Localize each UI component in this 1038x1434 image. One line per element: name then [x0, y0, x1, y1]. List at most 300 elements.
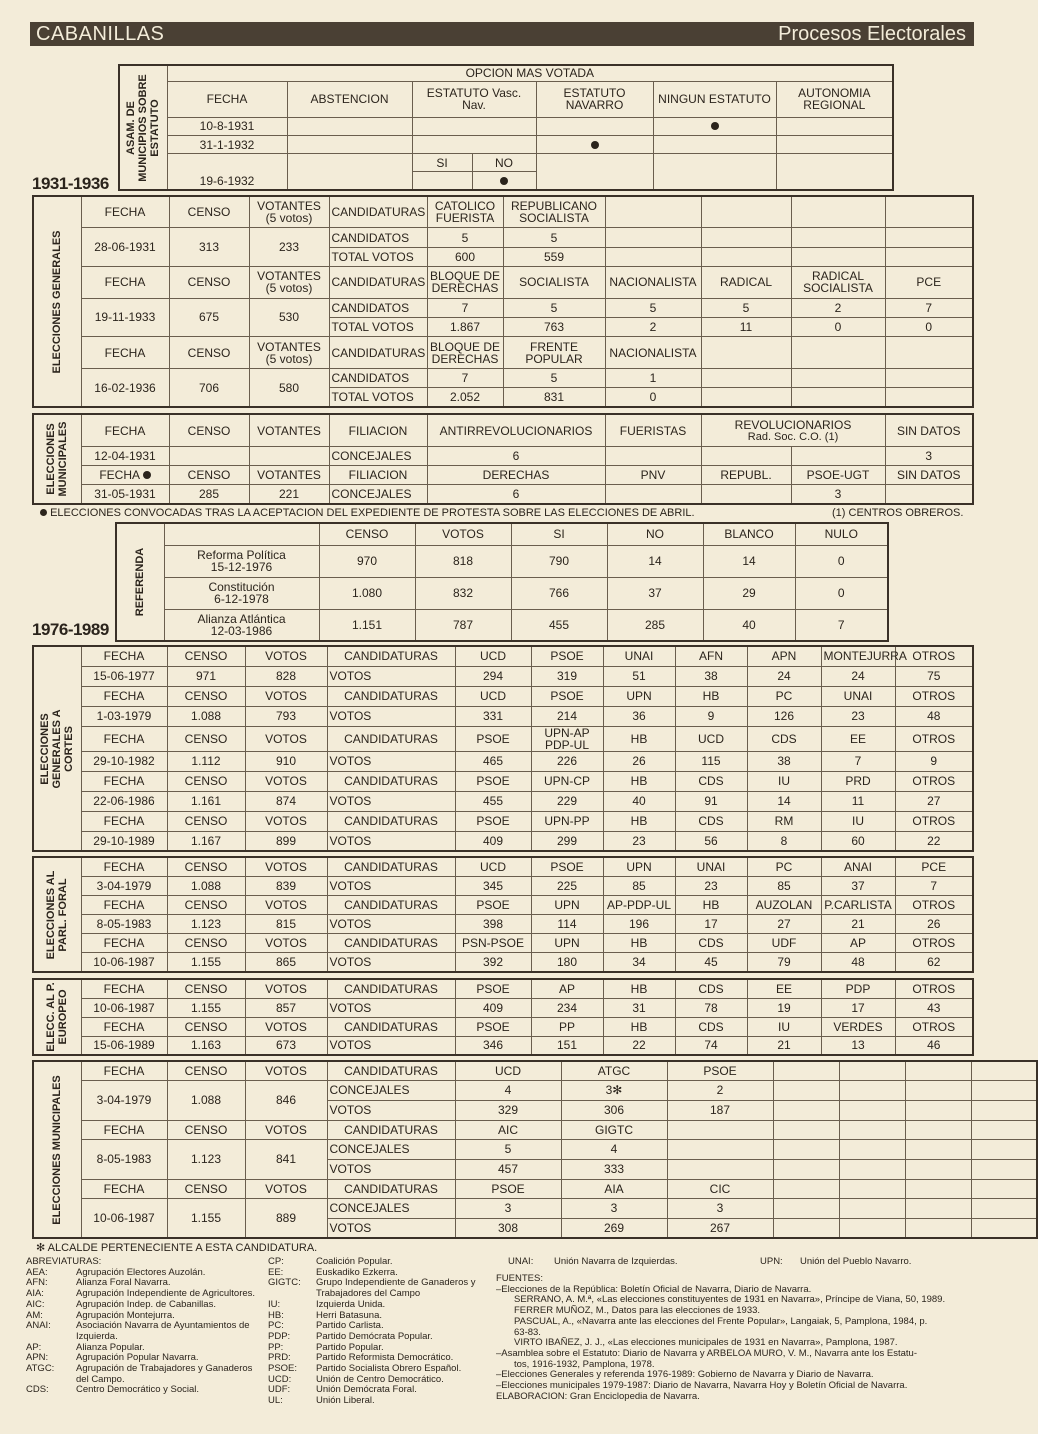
h-si: SI: [511, 523, 607, 545]
cortes-table: [32, 645, 974, 852]
abbr-value: Agrupación de Trabajadores y Ganaderos del Campo.: [76, 1363, 253, 1385]
value-cell: 319: [531, 666, 603, 686]
value-cell: 11: [701, 317, 791, 336]
value-cell: 180: [531, 953, 603, 972]
row-label: VOTOS: [327, 1159, 455, 1179]
value-cell: 5: [701, 298, 791, 317]
value-cell: 865: [245, 953, 327, 972]
abbr-value: Agrupación Popular Navarra.: [76, 1352, 199, 1364]
abbr-entry: [268, 1396, 500, 1407]
party-header: CDS: [675, 771, 747, 791]
party-header: UDF: [747, 934, 821, 953]
date-cell: 10-06-1987: [81, 953, 167, 972]
header-cell: FECHA: [81, 726, 167, 751]
h-votantes: VOTANTES: [249, 465, 329, 484]
value-cell: 2: [667, 1080, 773, 1100]
header-cell: CENSO: [167, 771, 245, 791]
abbr-key: ANAI:: [26, 1320, 51, 1332]
header-cell: CANDIDATURAS: [327, 686, 455, 706]
abbr-value: Herri Batasuna.: [316, 1309, 383, 1321]
value-cell: 9: [675, 706, 747, 726]
date-cell: 3-04-1979: [81, 1080, 167, 1120]
party-header: HB: [675, 895, 747, 914]
party: BLOQUE DE DERECHAS: [427, 337, 503, 369]
party-header: CDS: [675, 811, 747, 831]
value-cell: 74: [675, 1036, 747, 1055]
party-header: UCD: [455, 1061, 561, 1080]
source-line: –Elecciones Generales y referenda 1976-1989: Gobierno de Navarra y Diario de Navarra.: [496, 1369, 874, 1381]
h-candidaturas: CANDIDATURAS: [329, 266, 427, 298]
votantes-cell: 221: [249, 485, 329, 504]
source-line: ELABORACION: Gran Enciclopedia de Navarra.: [496, 1390, 700, 1402]
party-header: CDS: [747, 726, 821, 751]
note-convocadas: ELECCIONES CONVOCADAS TRAS LA ACEPTACION DEL EXPEDIENTE DE PROTESTA SOBRE LAS ELECCIONES DE ABRIL.: [40, 507, 695, 519]
value-cell: 1: [605, 369, 701, 388]
censo-cell: 1.155: [167, 1198, 245, 1238]
party-header: OTROS: [895, 771, 973, 791]
header-cell: CENSO: [167, 934, 245, 953]
value-cell: 26: [895, 914, 973, 933]
foral-side-label: ELECCIONES AL PARL. FORAL: [33, 857, 81, 972]
col-abstencion: ABSTENCION: [287, 81, 412, 117]
vote-dot: [653, 117, 776, 135]
value-cell: 346: [455, 1036, 531, 1055]
h-fecha: FECHA: [81, 266, 169, 298]
censo-cell: 1.123: [167, 1139, 245, 1179]
section-title: Procesos Electorales: [778, 23, 966, 45]
party: NACIONALISTA: [605, 337, 701, 369]
header-cell: CENSO: [167, 857, 245, 876]
party-header: ANAI: [821, 857, 895, 876]
abbr-unai: UNAI: Unión Navarra de Izquierdas.: [508, 1256, 678, 1267]
abbr-entry: [268, 1332, 500, 1343]
value-cell: 21: [747, 1036, 821, 1055]
value-cell: 187: [667, 1100, 773, 1120]
source-line: 63-83.: [514, 1326, 541, 1338]
h-candidaturas: CANDIDATURAS: [329, 196, 427, 228]
h-fecha: FECHA: [81, 196, 169, 228]
row-label: VOTOS: [327, 706, 455, 726]
cortes-side-label: ELECCIONES GENERALES A CORTES: [33, 646, 81, 851]
date-cell: 19-11-1933: [81, 298, 169, 336]
value-cell: 115: [675, 751, 747, 771]
party: NACIONALISTA: [605, 266, 701, 298]
row-label: VOTOS: [327, 953, 455, 972]
date-cell: 16-02-1936: [81, 369, 169, 407]
abbr-key: AFN:: [26, 1277, 48, 1289]
header-cell: FECHA: [81, 1017, 167, 1036]
header-cell: FECHA: [81, 1179, 167, 1198]
value-cell: 6: [427, 485, 605, 504]
party-header: EE: [747, 979, 821, 998]
era-1976: 1976-1989: [32, 620, 109, 639]
abbr-key: EE:: [268, 1266, 284, 1278]
date-cell: 10-06-1987: [81, 1198, 167, 1238]
header-cell: FECHA: [81, 934, 167, 953]
abbr-key: ATGC:: [26, 1363, 55, 1375]
value-cell: 0: [795, 545, 888, 577]
row-label: VOTOS: [327, 1218, 455, 1238]
abbr-key: PC:: [268, 1320, 284, 1332]
header-cell: CENSO: [167, 1179, 245, 1198]
h-blanco: BLANCO: [703, 523, 795, 545]
value-cell: 5: [503, 369, 605, 388]
no-label: NO: [472, 154, 536, 172]
h-filiacion: FILIACION: [329, 465, 427, 484]
party-header: OTROS: [895, 811, 973, 831]
value-cell: 2: [605, 317, 701, 336]
value-cell: 27: [747, 914, 821, 933]
party-header: PC: [747, 686, 821, 706]
value-cell: 857: [245, 998, 327, 1017]
party-header: UNAI: [675, 857, 747, 876]
value-cell: 27: [895, 791, 973, 811]
abbr-entry: [268, 1278, 500, 1299]
party-header: PSOE: [455, 979, 531, 998]
value-cell: 14: [747, 791, 821, 811]
em1931-side-label: ELECCIONES MUNICIPALES: [33, 414, 81, 504]
value-cell: 3: [885, 447, 973, 465]
value-cell: 19: [747, 998, 821, 1017]
party: PCE: [885, 266, 973, 298]
value-cell: 5: [503, 298, 605, 317]
value-cell: 234: [531, 998, 603, 1017]
h-votantes: VOTANTES: [249, 414, 329, 447]
party-header: OTROS: [895, 726, 973, 751]
value-cell: 3: [667, 1198, 773, 1218]
row-label: VOTOS: [327, 791, 455, 811]
party-header: HB: [603, 771, 675, 791]
referenda-table: [115, 522, 889, 642]
note-centros: (1) CENTROS OBREROS.: [832, 507, 964, 519]
value-cell: 226: [531, 751, 603, 771]
party-header: PSOE: [455, 811, 531, 831]
abbr-value: Alianza Foral Navarra.: [76, 1277, 171, 1289]
value-cell: 874: [245, 791, 327, 811]
value-cell: 0: [885, 317, 973, 336]
referendum-name: Alianza Atlántica 12-03-1986: [164, 609, 319, 641]
row-label: CONCEJALES: [329, 485, 427, 504]
date-cell: 3-04-1979: [81, 876, 167, 895]
abbr-value: Unión Demócrata Foral.: [316, 1384, 417, 1396]
header-cell: CANDIDATURAS: [327, 979, 455, 998]
value-cell: 766: [511, 577, 607, 609]
abbr-value: Coalición Popular.: [316, 1256, 393, 1267]
abbr-entry: [26, 1321, 266, 1342]
value-cell: 56: [675, 831, 747, 851]
party-header: AIC: [455, 1120, 561, 1139]
value-cell: 815: [245, 914, 327, 933]
h-votantes: VOTANTES (5 votos): [249, 196, 329, 228]
party-header: VERDES: [821, 1017, 895, 1036]
value-cell: 4: [561, 1139, 667, 1159]
abbr-title: ABREVIATURAS:: [26, 1256, 102, 1267]
header-cell: CANDIDATURAS: [327, 811, 455, 831]
party-header: OTROS: [895, 1017, 973, 1036]
value-cell: 3✻: [561, 1080, 667, 1100]
row-label: TOTAL VOTOS: [329, 317, 427, 336]
censo-cell: 675: [169, 298, 249, 336]
h-revolucionarios: REVOLUCIONARIOS Rad. Soc. C.O. (1): [701, 414, 885, 447]
h-censo: CENSO: [319, 523, 415, 545]
header-cell: CANDIDATURAS: [327, 646, 455, 666]
source-line: –Asamblea sobre el Estatuto: Diario de Navarra y ARBELOA MURO, V. M., Navarra ante los Estatu-: [496, 1347, 917, 1359]
date-cell: 1-03-1979: [81, 706, 167, 726]
abbr-key: CP:: [268, 1256, 284, 1267]
value-cell: 7: [885, 298, 973, 317]
party-header: PSOE: [455, 895, 531, 914]
row-label: CANDIDATOS: [329, 369, 427, 388]
row-label: CANDIDATOS: [329, 298, 427, 317]
row-label: CONCEJALES: [329, 447, 427, 465]
abbr-value: Agrupación Indep. de Cabanillas.: [76, 1298, 216, 1310]
party-header: UCD: [455, 646, 531, 666]
value-cell: 345: [455, 876, 531, 895]
row-label: TOTAL VOTOS: [329, 388, 427, 407]
value-cell: 36: [603, 706, 675, 726]
value-cell: 409: [455, 998, 531, 1017]
em1931-table: [32, 413, 974, 505]
abbr-value: Izquierda Unida.: [316, 1298, 386, 1310]
header-cell: CENSO: [167, 979, 245, 998]
value-cell: 22: [603, 1036, 675, 1055]
party-header: PSOE: [455, 726, 531, 751]
value-cell: 23: [675, 876, 747, 895]
value-cell: 3: [455, 1198, 561, 1218]
abbr-key: AP:: [26, 1341, 42, 1353]
abbr-value: Unión Liberal.: [316, 1395, 375, 1407]
source-line: FERRER MUÑOZ, M., Datos para las elecciones de 1933.: [514, 1305, 761, 1317]
votantes-cell: 233: [249, 228, 329, 266]
abbr-key: AIA:: [26, 1288, 44, 1300]
value-cell: 5: [605, 298, 701, 317]
abbr-value: Unión de Centro Democrático.: [316, 1373, 444, 1385]
party-header: P.CARLISTA: [821, 895, 895, 914]
value-cell: 6: [427, 447, 605, 465]
header-cell: VOTOS: [245, 1120, 327, 1139]
header-cell: FECHA: [81, 1120, 167, 1139]
value-cell: 23: [821, 706, 895, 726]
value-cell: 14: [703, 545, 795, 577]
value-cell: 899: [245, 831, 327, 851]
value-cell: 1.088: [167, 876, 245, 895]
row-label: VOTOS: [327, 666, 455, 686]
value-cell: 37: [607, 577, 703, 609]
party-header: PSN-PSOE: [455, 934, 531, 953]
eg1931-side-label: ELECCIONES GENERALES: [33, 196, 81, 407]
party-header: UPN-PP: [531, 811, 603, 831]
header-cell: FECHA: [81, 857, 167, 876]
header-cell: FECHA: [81, 1061, 167, 1080]
referendum-name: Constitución 6-12-1978: [164, 577, 319, 609]
col-fecha: FECHA: [167, 81, 287, 117]
header-cell: VOTOS: [245, 979, 327, 998]
value-cell: 818: [415, 545, 511, 577]
h-votantes: VOTANTES (5 votos): [249, 337, 329, 369]
abbr-key: HB:: [268, 1309, 284, 1321]
party-header: OTROS: [895, 934, 973, 953]
value-cell: 79: [747, 953, 821, 972]
value-cell: 225: [531, 876, 603, 895]
col-ningun: NINGUN ESTATUTO: [653, 81, 776, 117]
party-header: UCD: [455, 686, 531, 706]
party-header: UNAI: [603, 646, 675, 666]
foral-table: [32, 856, 974, 973]
value-cell: 455: [455, 791, 531, 811]
party-header: CDS: [675, 934, 747, 953]
si-label: SI: [412, 154, 472, 172]
value-cell: 40: [603, 791, 675, 811]
abbr-key: PRD:: [268, 1352, 291, 1364]
value-cell: 269: [561, 1218, 667, 1238]
header-cell: CENSO: [167, 1017, 245, 1036]
party-header: PDP: [821, 979, 895, 998]
party-header: PC: [747, 857, 821, 876]
value-cell: 51: [603, 666, 675, 686]
value-cell: 34: [603, 953, 675, 972]
source-line: tos, 1916-1932, Pamplona, 1978.: [514, 1358, 655, 1370]
header-cell: VOTOS: [245, 771, 327, 791]
vote-dot: [472, 172, 536, 190]
value-cell: 151: [531, 1036, 603, 1055]
value-cell: 839: [245, 876, 327, 895]
value-cell: 11: [821, 791, 895, 811]
abbr-key: PSOE:: [268, 1363, 298, 1375]
date-cell: 28-06-1931: [81, 228, 169, 266]
row-label: VOTOS: [327, 1036, 455, 1055]
referendum-name: Reforma Política 15-12-1976: [164, 545, 319, 577]
value-cell: 45: [675, 953, 747, 972]
abbr-key: UCD:: [268, 1373, 292, 1385]
value-cell: 457: [455, 1159, 561, 1179]
source-line: SERRANO, A. M.ª, «Las elecciones constituyentes de 1931 en Navarra», Príncipe de Viana, 50, 1989.: [514, 1294, 946, 1306]
value-cell: 17: [675, 914, 747, 933]
header-cell: CANDIDATURAS: [327, 1017, 455, 1036]
party-header: IU: [747, 1017, 821, 1036]
header-cell: CENSO: [167, 1061, 245, 1080]
h-censo: CENSO: [169, 337, 249, 369]
vote-dot: [536, 136, 653, 154]
header-cell: FECHA: [81, 771, 167, 791]
row-label: CONCEJALES: [327, 1080, 455, 1100]
header-cell: CENSO: [167, 726, 245, 751]
value-cell: 13: [821, 1036, 895, 1055]
value-cell: [667, 1159, 773, 1179]
row-label: CONCEJALES: [327, 1198, 455, 1218]
party-header: HB: [603, 811, 675, 831]
party-header: PSOE: [455, 1017, 531, 1036]
party-header: OTROS: [895, 895, 973, 914]
abbr-entry: [26, 1300, 266, 1311]
votos-cell: 846: [245, 1080, 327, 1120]
abbr-key: AIC:: [26, 1298, 45, 1310]
h-fueristas: FUERISTAS: [605, 414, 701, 447]
value-cell: 308: [455, 1218, 561, 1238]
party: CATOLICO FUERISTA: [427, 196, 503, 228]
date-cell: 8-05-1983: [81, 1139, 167, 1179]
abbr-key: UDF:: [268, 1384, 291, 1396]
party-header: GIGTC: [561, 1120, 667, 1139]
header-cell: VOTOS: [245, 1061, 327, 1080]
date-cell: 31-05-1931: [81, 485, 169, 504]
sources-title: FUENTES:: [496, 1273, 543, 1284]
party: FRENTE POPULAR: [503, 337, 605, 369]
value-cell: 285: [607, 609, 703, 641]
value-cell: 0: [605, 388, 701, 407]
abbreviations-col1: [26, 1257, 266, 1396]
date-cell: 19-6-1932: [167, 154, 287, 190]
value-cell: 24: [747, 666, 821, 686]
value-cell: [667, 1139, 773, 1159]
abbr-value: Asociación Navarra de Ayuntamientos de Izquierda.: [76, 1320, 250, 1342]
value-cell: 48: [821, 953, 895, 972]
value-cell: 5: [455, 1139, 561, 1159]
value-cell: 971: [167, 666, 245, 686]
row-label: VOTOS: [327, 1100, 455, 1120]
europeo-table: [32, 978, 974, 1056]
party: SOCIALISTA: [503, 266, 605, 298]
party-header: CDS: [675, 979, 747, 998]
date-cell: 22-06-1986: [81, 791, 167, 811]
source-line: VIRTO IBAÑEZ, J. J., «Las elecciones municipales de 1931 en Navarra», Pamplona, 1987.: [514, 1337, 898, 1349]
party-header: OTROS: [895, 979, 973, 998]
value-cell: 60: [821, 831, 895, 851]
value-cell: 910: [245, 751, 327, 771]
date-cell: 8-05-1983: [81, 914, 167, 933]
party-header: AFN: [675, 646, 747, 666]
abbr-value: Partido Popular.: [316, 1341, 384, 1353]
abbr-value: Agrupación Montejurra.: [76, 1309, 175, 1321]
votos-cell: 889: [245, 1198, 327, 1238]
source-line: PASCUAL, A., «Navarra ante las elecciones del Frente Popular», Langaiak, 5, Pamplona, 1984, p.: [514, 1315, 928, 1327]
europeo-side-label: ELECC. AL P. EUROPEO: [33, 979, 81, 1055]
party-header: UCD: [675, 726, 747, 751]
censo-cell: 313: [169, 228, 249, 266]
date-cell: 31-1-1932: [167, 136, 287, 154]
abbr-entry: [26, 1385, 266, 1396]
value-cell: 5: [427, 228, 503, 247]
h-sin-datos: SIN DATOS: [885, 465, 973, 484]
value-cell: 831: [503, 388, 605, 407]
value-cell: 26: [603, 751, 675, 771]
value-cell: 214: [531, 706, 603, 726]
header-cell: VOTOS: [245, 857, 327, 876]
value-cell: 9: [895, 751, 973, 771]
value-cell: 7: [821, 751, 895, 771]
party: RADICAL SOCIALISTA: [791, 266, 885, 298]
value-cell: 0: [795, 577, 888, 609]
value-cell: 17: [821, 998, 895, 1017]
party-header: AUZOLAN: [747, 895, 821, 914]
date-cell: 29-10-1982: [81, 751, 167, 771]
row-label: VOTOS: [327, 998, 455, 1017]
value-cell: 267: [667, 1218, 773, 1238]
party: REPUBLICANO SOCIALISTA: [503, 196, 605, 228]
row-label: CONCEJALES: [327, 1139, 455, 1159]
value-cell: 1.167: [167, 831, 245, 851]
value-cell: 970: [319, 545, 415, 577]
value-cell: 8: [747, 831, 821, 851]
party-header: OTROS: [895, 646, 973, 666]
value-cell: 828: [245, 666, 327, 686]
value-cell: 4: [455, 1080, 561, 1100]
abbr-entry: [26, 1364, 266, 1385]
party-header: IU: [821, 811, 895, 831]
asamblea-side-label: ASAM. DE MUNICIPIOS SOBRE ESTATUTO: [119, 65, 167, 190]
value-cell: 7: [427, 369, 503, 388]
eg1931-table: [32, 195, 974, 408]
value-cell: 14: [607, 545, 703, 577]
